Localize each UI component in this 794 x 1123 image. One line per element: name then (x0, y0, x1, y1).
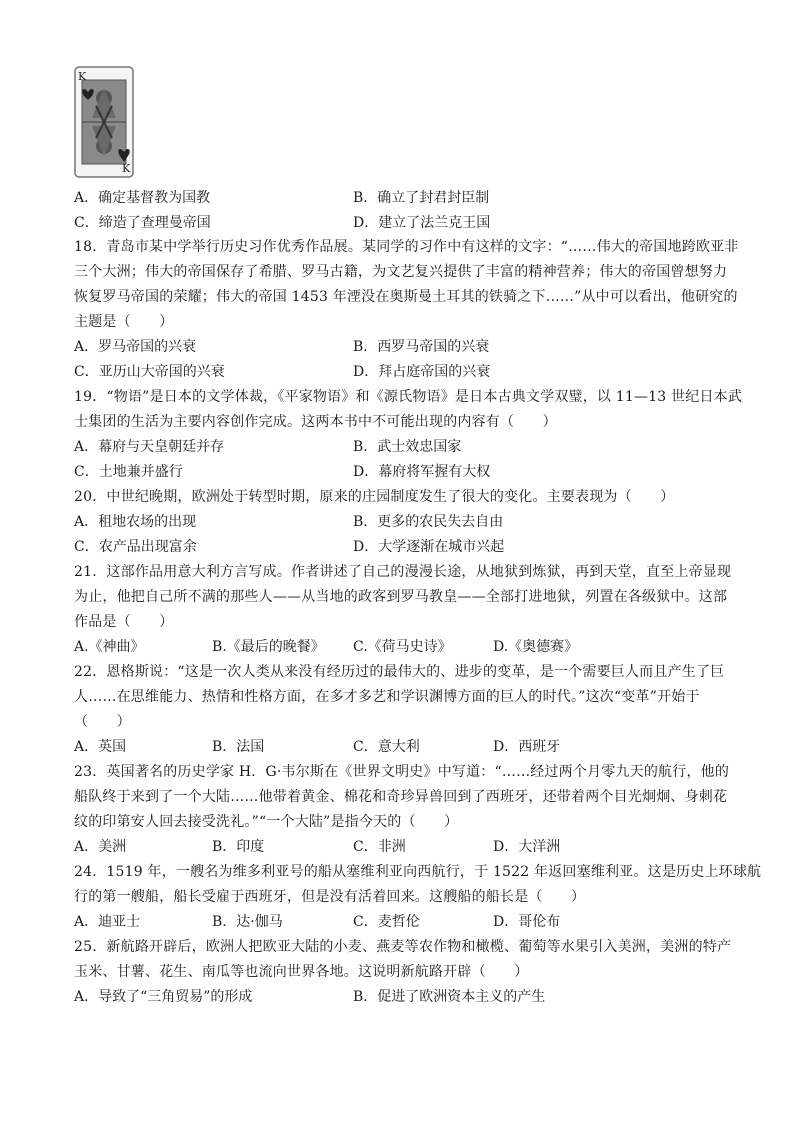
q18-stem-line: 主题是（ ） (74, 314, 174, 330)
q25-stem-line: 玉米、甘薯、花生、南瓜等也流向世界各地。这说明新航路开辟（ ） (74, 964, 529, 980)
q18-stem-line: 三个大洲；伟大的帝国保存了希腊、罗马古籍，为文艺复兴提供了丰富的精神营养；伟大的帝国曾想努力 (74, 264, 728, 280)
q19-stem-line: 19．“物语”是日本的文学体裁，《平家物语》和《源氏物语》是日本古典文学双璧，以 11—13 世纪日本武 (74, 389, 743, 405)
q24-option-b: B．达·伽马 (212, 914, 283, 930)
q19-stem-line: 士集团的生活为主要内容创作完成。这两本书中不可能出现的内容有（ ） (74, 414, 557, 430)
q19-option-d: D．幕府将军握有大权 (353, 464, 491, 480)
q21-option-d: D.《奥德赛》 (493, 639, 579, 655)
q23-option-d: D．大洋洲 (493, 839, 561, 855)
q20-option-d: D．大学逐渐在城市兴起 (353, 539, 505, 555)
q19-option-a: A．幕府与天皇朝廷并存 (74, 439, 225, 455)
playing-card-icon (74, 66, 134, 178)
q24-option-c: C．麦哲伦 (353, 914, 420, 930)
q22-stem-line: （ ） (74, 714, 131, 730)
q22-option-a: A．英国 (74, 739, 127, 755)
q17-option-d: D．建立了法兰克王国 (353, 215, 491, 231)
q18-option-b: B．西罗马帝国的兴衰 (353, 339, 490, 355)
q24-stem-line: 行的第一艘船，船长受雇于西班牙，但是没有活着回来。这艘船的船长是（ ） (74, 889, 586, 905)
q21-option-a: A.《神曲》 (74, 639, 145, 655)
q17-option-b: B．确立了封君封臣制 (353, 190, 490, 206)
q22-option-c: C．意大利 (353, 739, 420, 755)
q21-stem-line: 21．这部作品用意大利方言写成。作者讲述了自己的漫漫长途，从地狱到炼狱，再到天堂，直至上帝显现 (74, 564, 732, 580)
q18-stem-line: 恢复罗马帝国的荣耀；伟大的帝国 1453 年湮没在奥斯曼土耳其的铁骑之下……”从中可以看出，他研究的 (74, 289, 738, 305)
q22-option-d: D．西班牙 (493, 739, 561, 755)
q18-option-c: C．亚历山大帝国的兴衰 (74, 364, 225, 380)
q21-option-b: B.《最后的晚餐》 (212, 639, 325, 655)
q20-option-c: C．农产品出现富余 (74, 539, 197, 555)
q22-stem-line: 人……在思维能力、热情和性格方面，在多才多艺和学识渊博方面的巨人的时代。”这次“变革”开始于 (74, 689, 700, 705)
q25-option-a: A．导致了“三角贸易”的形成 (74, 989, 253, 1005)
q24-stem-line: 24．1519 年，一艘名为维多利亚号的船从塞维利亚向西航行，于 1522 年返回塞维利亚。这是历史上环球航 (74, 864, 762, 880)
q24-option-d: D．哥伦布 (493, 914, 561, 930)
q18-stem-line: 18．青岛市某中学举行历史习作优秀作品展。某同学的习作中有这样的文字：“……伟大的帝国地跨欧亚非 (74, 239, 739, 255)
q21-stem-line: 为止，他把自己所不满的那些人——从当地的政客到罗马教皇——全部打进地狱，列置在各级狱中。这部 (74, 589, 728, 605)
q17-option-c: C．缔造了查理曼帝国 (74, 215, 211, 231)
q21-stem-line: 作品是（ ） (74, 614, 174, 630)
q23-stem-line: 船队终于来到了一个大陆……他带着黄金、棉花和奇珍异兽回到了西班牙，还带着两个目光炯炯、身刺花 (74, 789, 728, 805)
q22-option-b: B．法国 (212, 739, 265, 755)
q25-option-b: B．促进了欧洲资本主义的产生 (353, 989, 546, 1005)
q23-option-c: C．非洲 (353, 839, 406, 855)
q23-option-a: A．美洲 (74, 839, 127, 855)
q19-option-c: C．土地兼并盛行 (74, 464, 183, 480)
q23-stem-line: 纹的印第安人回去接受洗礼。”“一个大陆”是指今天的（ ） (74, 814, 459, 830)
q25-stem-line: 25．新航路开辟后，欧洲人把欧亚大陆的小麦、燕麦等农作物和橄榄、葡萄等水果引入美洲，美洲的特产 (74, 939, 732, 955)
q20-option-a: A．租地农场的出现 (74, 514, 197, 530)
q19-option-b: B．武士效忠国家 (353, 439, 462, 455)
q23-stem-line: 23．英国著名的历史学家 H．G·韦尔斯在《世界文明史》中写道：“……经过两个月零九天的航行，他的 (74, 764, 730, 780)
q20-option-b: B．更多的农民失去自由 (353, 514, 504, 530)
card-rank-bottom: K (122, 162, 131, 175)
card-rank-top: K (78, 70, 87, 83)
q24-option-a: A．迪亚士 (74, 914, 141, 930)
q18-option-a: A．罗马帝国的兴衰 (74, 339, 197, 355)
q21-option-c: C.《荷马史诗》 (353, 639, 452, 655)
q18-option-d: D．拜占庭帝国的兴衰 (353, 364, 491, 380)
q17-option-a: A．确定基督教为国教 (74, 190, 211, 206)
q22-stem-line: 22．恩格斯说：“这是一次人类从来没有经历过的最伟大的、进步的变革，是一个需要巨人而且产生了巨 (74, 664, 725, 680)
q23-option-b: B．印度 (212, 839, 265, 855)
q20-stem-line: 20．中世纪晚期，欧洲处于转型时期，原来的庄园制度发生了很大的变化。主要表现为（ ） (74, 489, 675, 505)
